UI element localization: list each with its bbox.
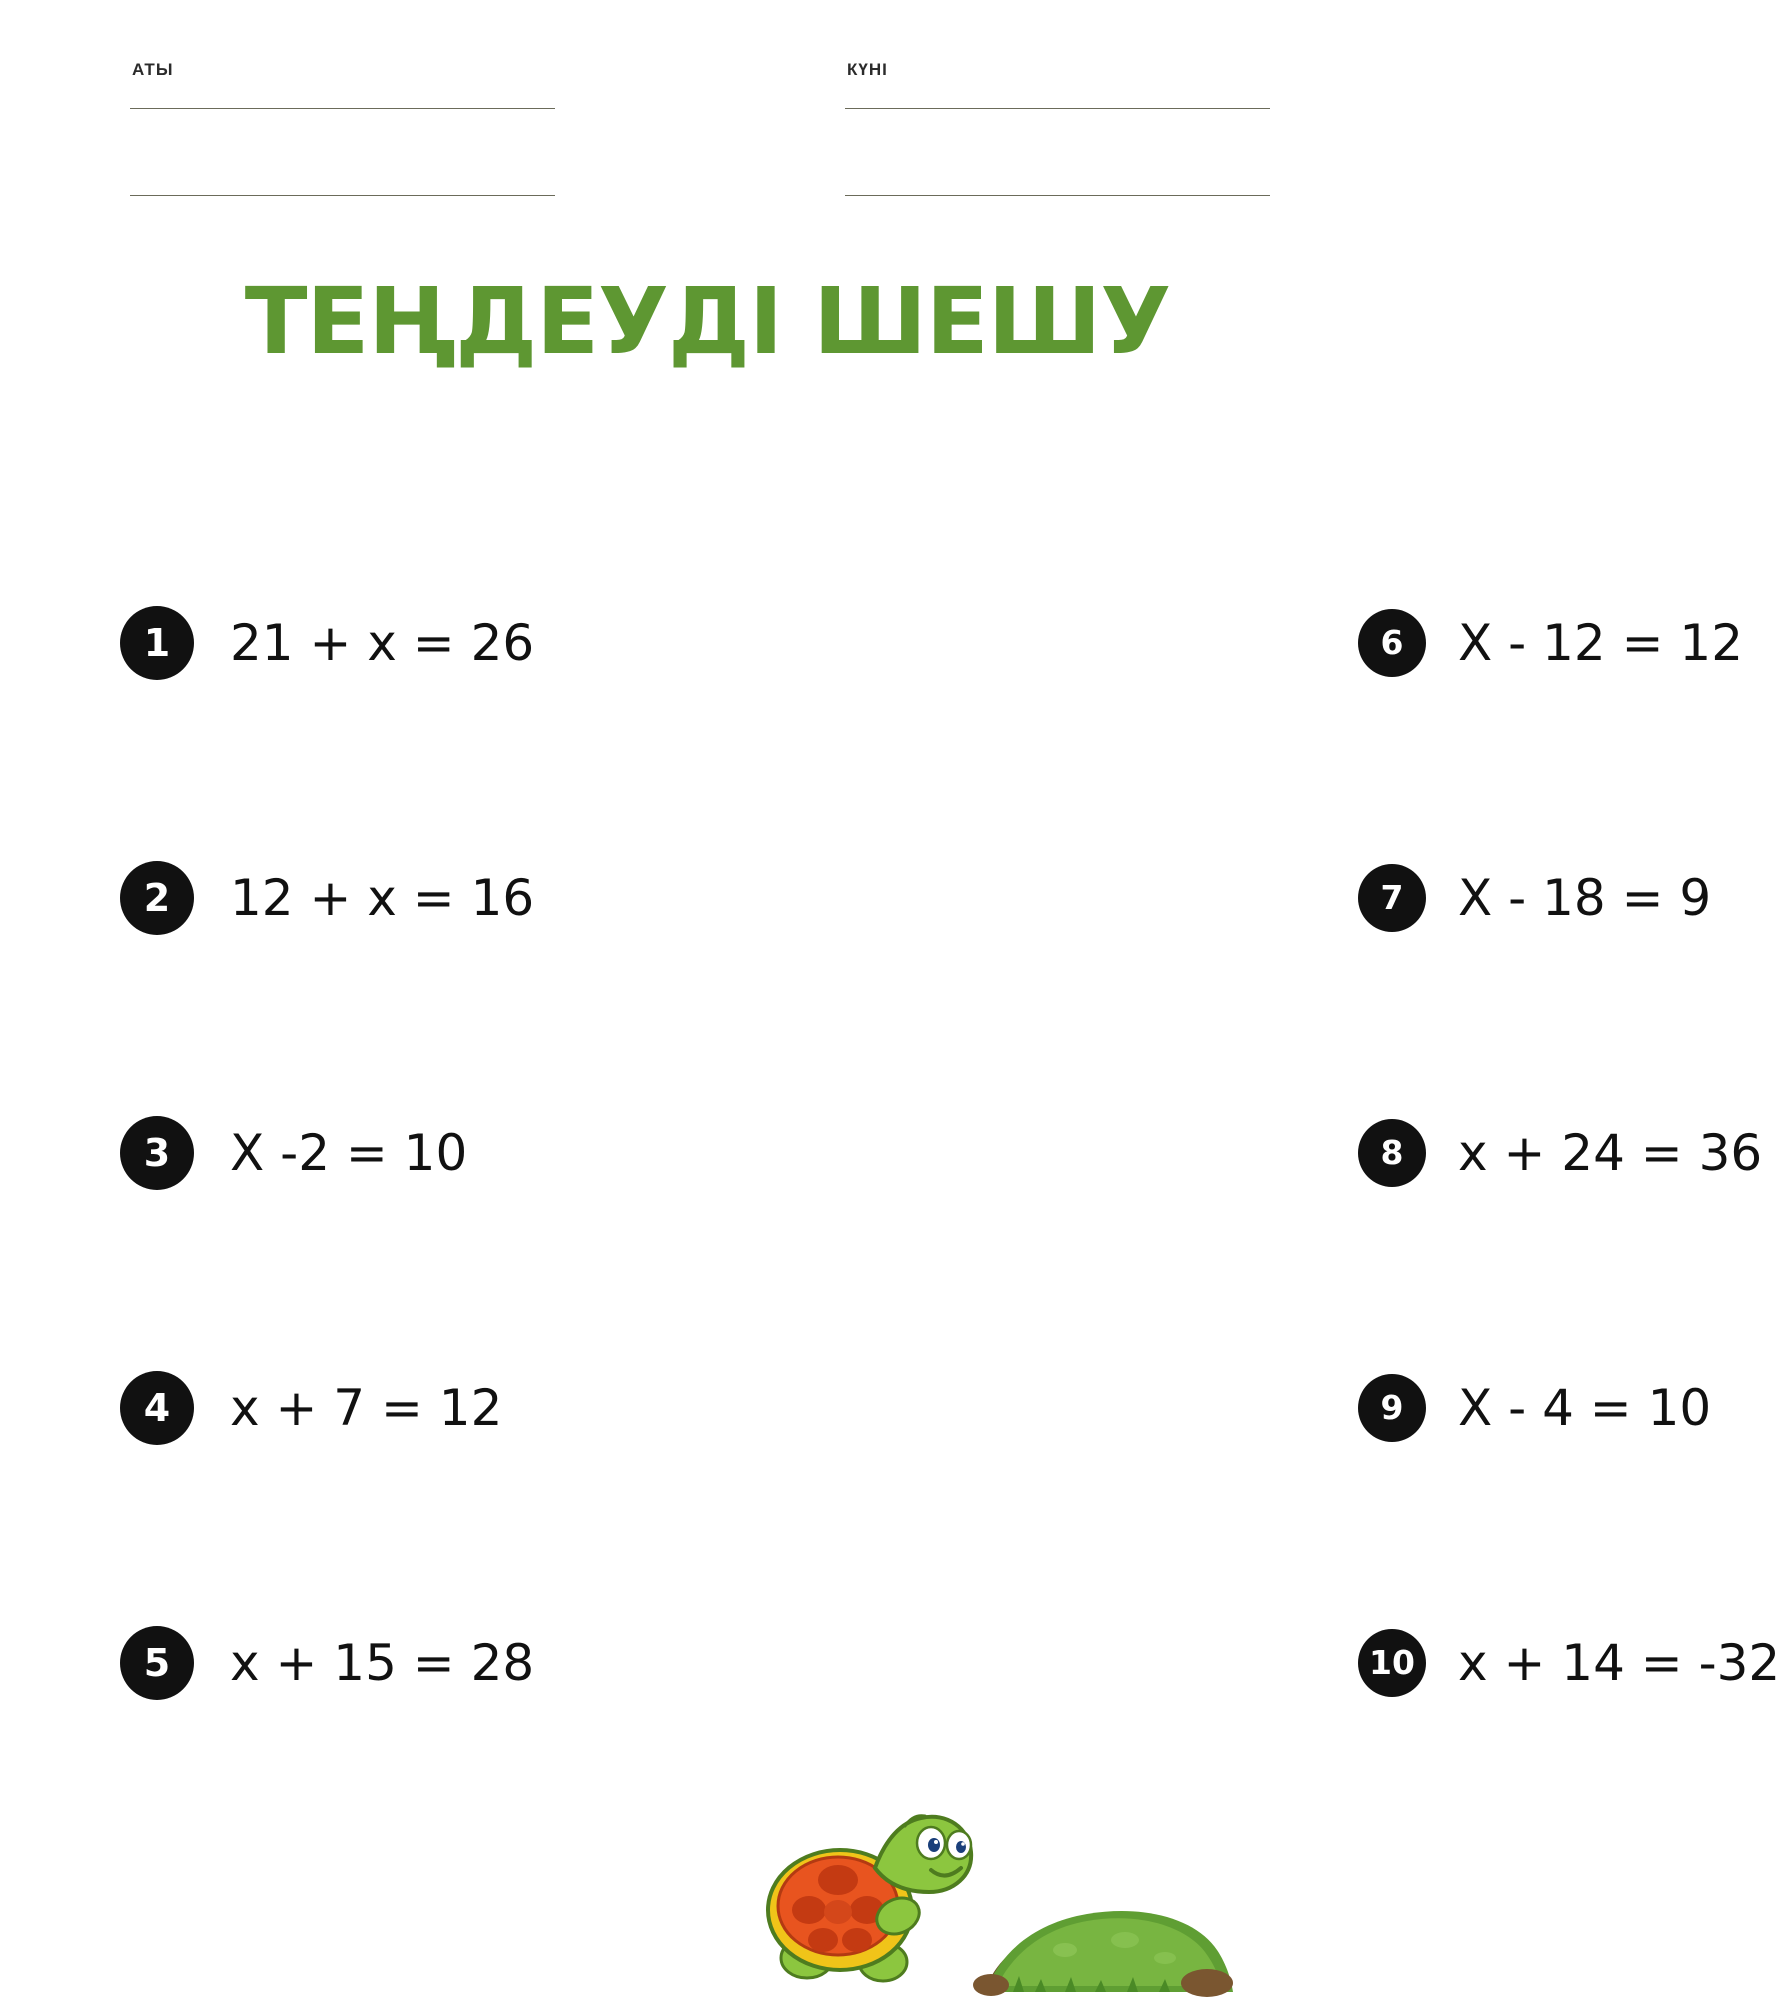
date-input-line-secondary[interactable] — [845, 173, 1270, 196]
problem-number: 8 — [1358, 1119, 1426, 1187]
turtle-icon — [768, 1816, 971, 1981]
problem-equation[interactable]: x + 24 = 36 — [1458, 1123, 1763, 1182]
problem-number: 7 — [1358, 864, 1426, 932]
problem-item — [710, 515, 1744, 770]
problem-item — [120, 515, 710, 770]
problem-equation[interactable]: x + 14 = -32 — [1458, 1633, 1780, 1692]
problem-number: 4 — [120, 1371, 194, 1445]
grass-hill-icon — [973, 1911, 1233, 1997]
page-title: ТЕҢДЕУДІ ШЕШУ — [244, 268, 1171, 375]
name-label: АТЫ — [132, 60, 174, 79]
problem-item — [120, 1535, 710, 1790]
problem-list — [120, 515, 1780, 1790]
problem-number: 2 — [120, 861, 194, 935]
problem-equation[interactable]: 12 + x = 16 — [230, 868, 535, 927]
date-input-line[interactable] — [845, 86, 1270, 109]
problem-equation[interactable]: X - 18 = 9 — [1458, 868, 1712, 927]
problem-number: 9 — [1358, 1374, 1426, 1442]
worksheet-header — [130, 60, 1270, 196]
problem-number: 1 — [120, 606, 194, 680]
problem-equation[interactable]: 21 + x = 26 — [230, 613, 535, 672]
problem-equation[interactable]: X - 12 = 12 — [1458, 613, 1744, 672]
problem-number: 5 — [120, 1626, 194, 1700]
date-label: КҮНІ — [847, 60, 888, 79]
problem-item — [710, 770, 1712, 1025]
name-field-group — [130, 60, 555, 196]
problem-equation[interactable]: X - 4 = 10 — [1458, 1378, 1712, 1437]
problem-number: 6 — [1358, 609, 1426, 677]
problem-equation[interactable]: x + 7 = 12 — [230, 1378, 503, 1437]
problem-item — [120, 770, 710, 1025]
problem-number: 3 — [120, 1116, 194, 1190]
problem-item — [710, 1280, 1712, 1535]
footer-illustration — [735, 1700, 1395, 2000]
problem-equation[interactable]: X -2 = 10 — [230, 1123, 468, 1182]
name-input-line[interactable] — [130, 86, 555, 109]
name-input-line-secondary[interactable] — [130, 173, 555, 196]
problem-item — [710, 1025, 1763, 1280]
date-field-group — [845, 60, 1270, 196]
problem-number: 10 — [1358, 1629, 1426, 1697]
problem-equation[interactable]: x + 15 = 28 — [230, 1633, 535, 1692]
problem-item — [120, 1280, 710, 1535]
problem-item — [120, 1025, 710, 1280]
